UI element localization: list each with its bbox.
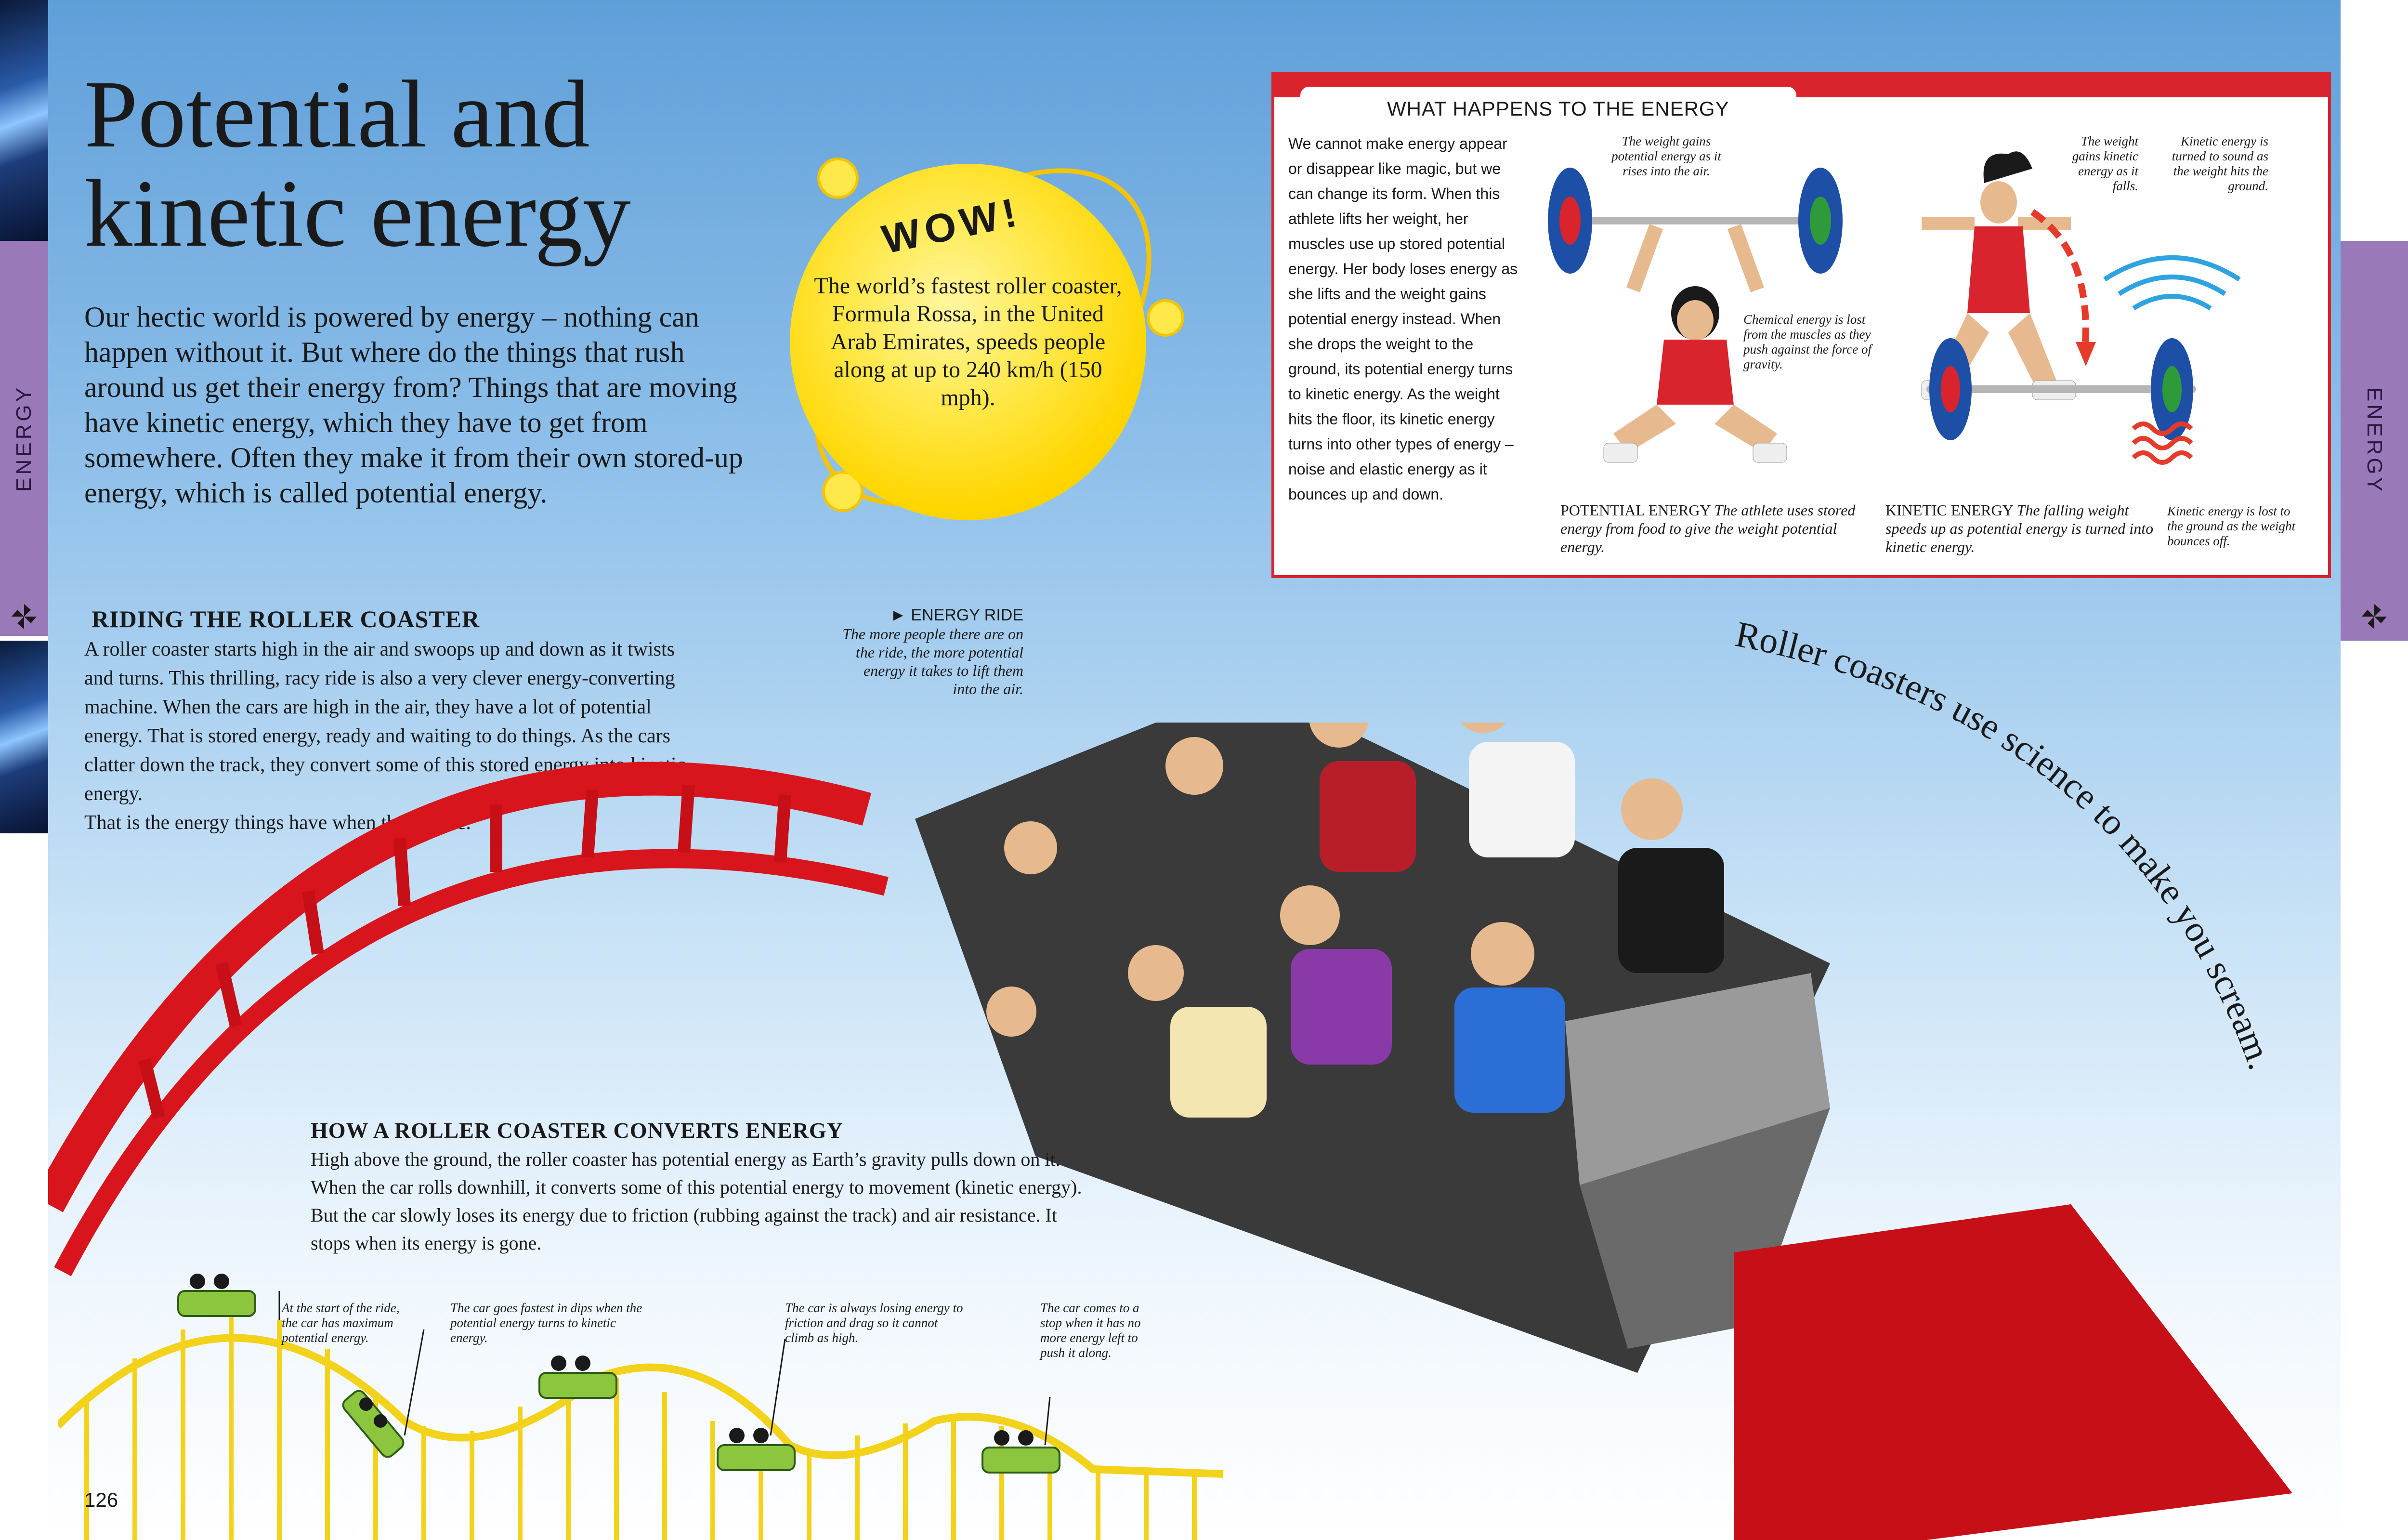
how-body: High above the ground, the roller coaster has potential energy as Earth’s gravity pulls down on it. When the car rolls downhill, it converts some of this potential energy to movement (kinetic energy). But the car slowly loses its energy due to friction (rubbing against the track) and air resistance. It stops when its energy is gone.: [311, 1148, 1082, 1254]
title-line-1: Potential and: [84, 61, 590, 168]
how-heading: HOW A ROLLER COASTER CONVERTS ENERGY: [311, 1118, 843, 1143]
section-tab-label: ENERGY: [12, 385, 36, 492]
title-line-2: kinetic energy: [84, 160, 631, 267]
kinetic-energy-caption: [1885, 501, 2155, 556]
track-caption-fastest: The car goes fastest in dips when the potential energy turns to kinetic energy.: [450, 1301, 642, 1345]
right-edge: [2341, 0, 2408, 1540]
curved-tagline-text: Roller coasters use science to make you scream.: [1732, 617, 2281, 1075]
caption-weight-rises: The weight gains potential energy as it rises into the air.: [1611, 134, 1721, 178]
riding-body-text-2: That is the energy things have when they move.: [84, 812, 471, 834]
section-tab-right[interactable]: [2341, 241, 2408, 641]
riding-body-text: A roller coaster starts high in the air and swoops up and down as it twists and turns. This thrilling, racy ride is also a very clever energy-converting machine. When the cars are high in the air, they have a lot of potential energy. That is stored energy, ready and waiting to do things. As the cars clatter down the track, they convert some of this stored energy into kinetic energy.: [84, 638, 686, 805]
wow-word: WOW!: [878, 188, 1025, 263]
track-caption-start: At the start of the ride, the car has maximum potential energy.: [282, 1301, 400, 1345]
ke-text: The falling weight speeds up as potential energy is turned into kinetic energy.: [1885, 501, 2154, 555]
lightning-strip-bottom-left: [0, 641, 48, 833]
caption-sound-energy: Kinetic energy is turned to sound as the weight hits the ground.: [2172, 134, 2268, 193]
ke-heading: KINETIC ENERGY: [1885, 501, 2013, 519]
page-number: 126: [84, 1488, 118, 1511]
caption-energy-lost: Kinetic energy is lost to the ground as the weight bounces off.: [2167, 504, 2295, 548]
riding-heading: RIDING THE ROLLER COASTER: [92, 605, 480, 632]
section-tab-left[interactable]: [0, 241, 48, 636]
energy-ride-heading: ► ENERGY RIDE: [890, 606, 1023, 624]
page-title: [84, 61, 631, 267]
energy-ride-text: The more people there are on the ride, the more potential energy it takes to lift them into the air.: [842, 625, 1023, 698]
curved-tagline: [1686, 617, 2350, 1166]
wow-fact-text: The world’s fastest roller coaster, Formula Rossa, in the United Arab Emirates, speeds people along at up to 240 km/h (150 mph).: [814, 273, 1122, 410]
pinwheel-icon-right: [2360, 602, 2389, 631]
lightning-strip-top-left: [0, 0, 48, 241]
caption-chemical-energy: Chemical energy is lost from the muscles as they push against the force of gravity.: [1743, 312, 1871, 371]
energy-box-body: We cannot make energy appear or disappear like magic, but we can change its form. When this athlete lifts her weight, her muscles use up stored potential energy. Her body loses energy as she lifts and the weight gains potential energy instead. When she drops the weight to the ground, its potential energy turns to kinetic energy. As the weight hits the floor, its kinetic energy turns into other types of energy – noise and elastic energy as it bounces up and down.: [1288, 135, 1518, 503]
track-caption-stop: The car comes to a stop when it has no more energy left to push it along.: [1040, 1301, 1141, 1360]
track-caption-losing: The car is always losing energy to friction and drag so it cannot climb as high.: [785, 1301, 963, 1345]
energy-box-title: WHAT HAPPENS TO THE ENERGY: [1387, 97, 1729, 120]
section-tab-label-right: ENERGY: [2363, 387, 2386, 494]
caption-weight-falls: The weight gains kinetic energy as it falls.: [2072, 134, 2138, 193]
pe-heading: POTENTIAL ENERGY: [1560, 501, 1711, 519]
pe-text: The athlete uses stored energy from food to give the weight potential energy.: [1560, 501, 1856, 555]
intro-paragraph: Our hectic world is powered by energy – nothing can happen without it. But where do the things that rush around us get their energy from? Things that are moving have kinetic energy, which they have to get from somewhere. Often they make it from their own stored-up energy, which is called potential energy.: [84, 301, 743, 509]
energy-ride-callout: [838, 606, 1023, 698]
pinwheel-icon: [10, 602, 39, 631]
potential-energy-caption: [1560, 501, 1859, 556]
